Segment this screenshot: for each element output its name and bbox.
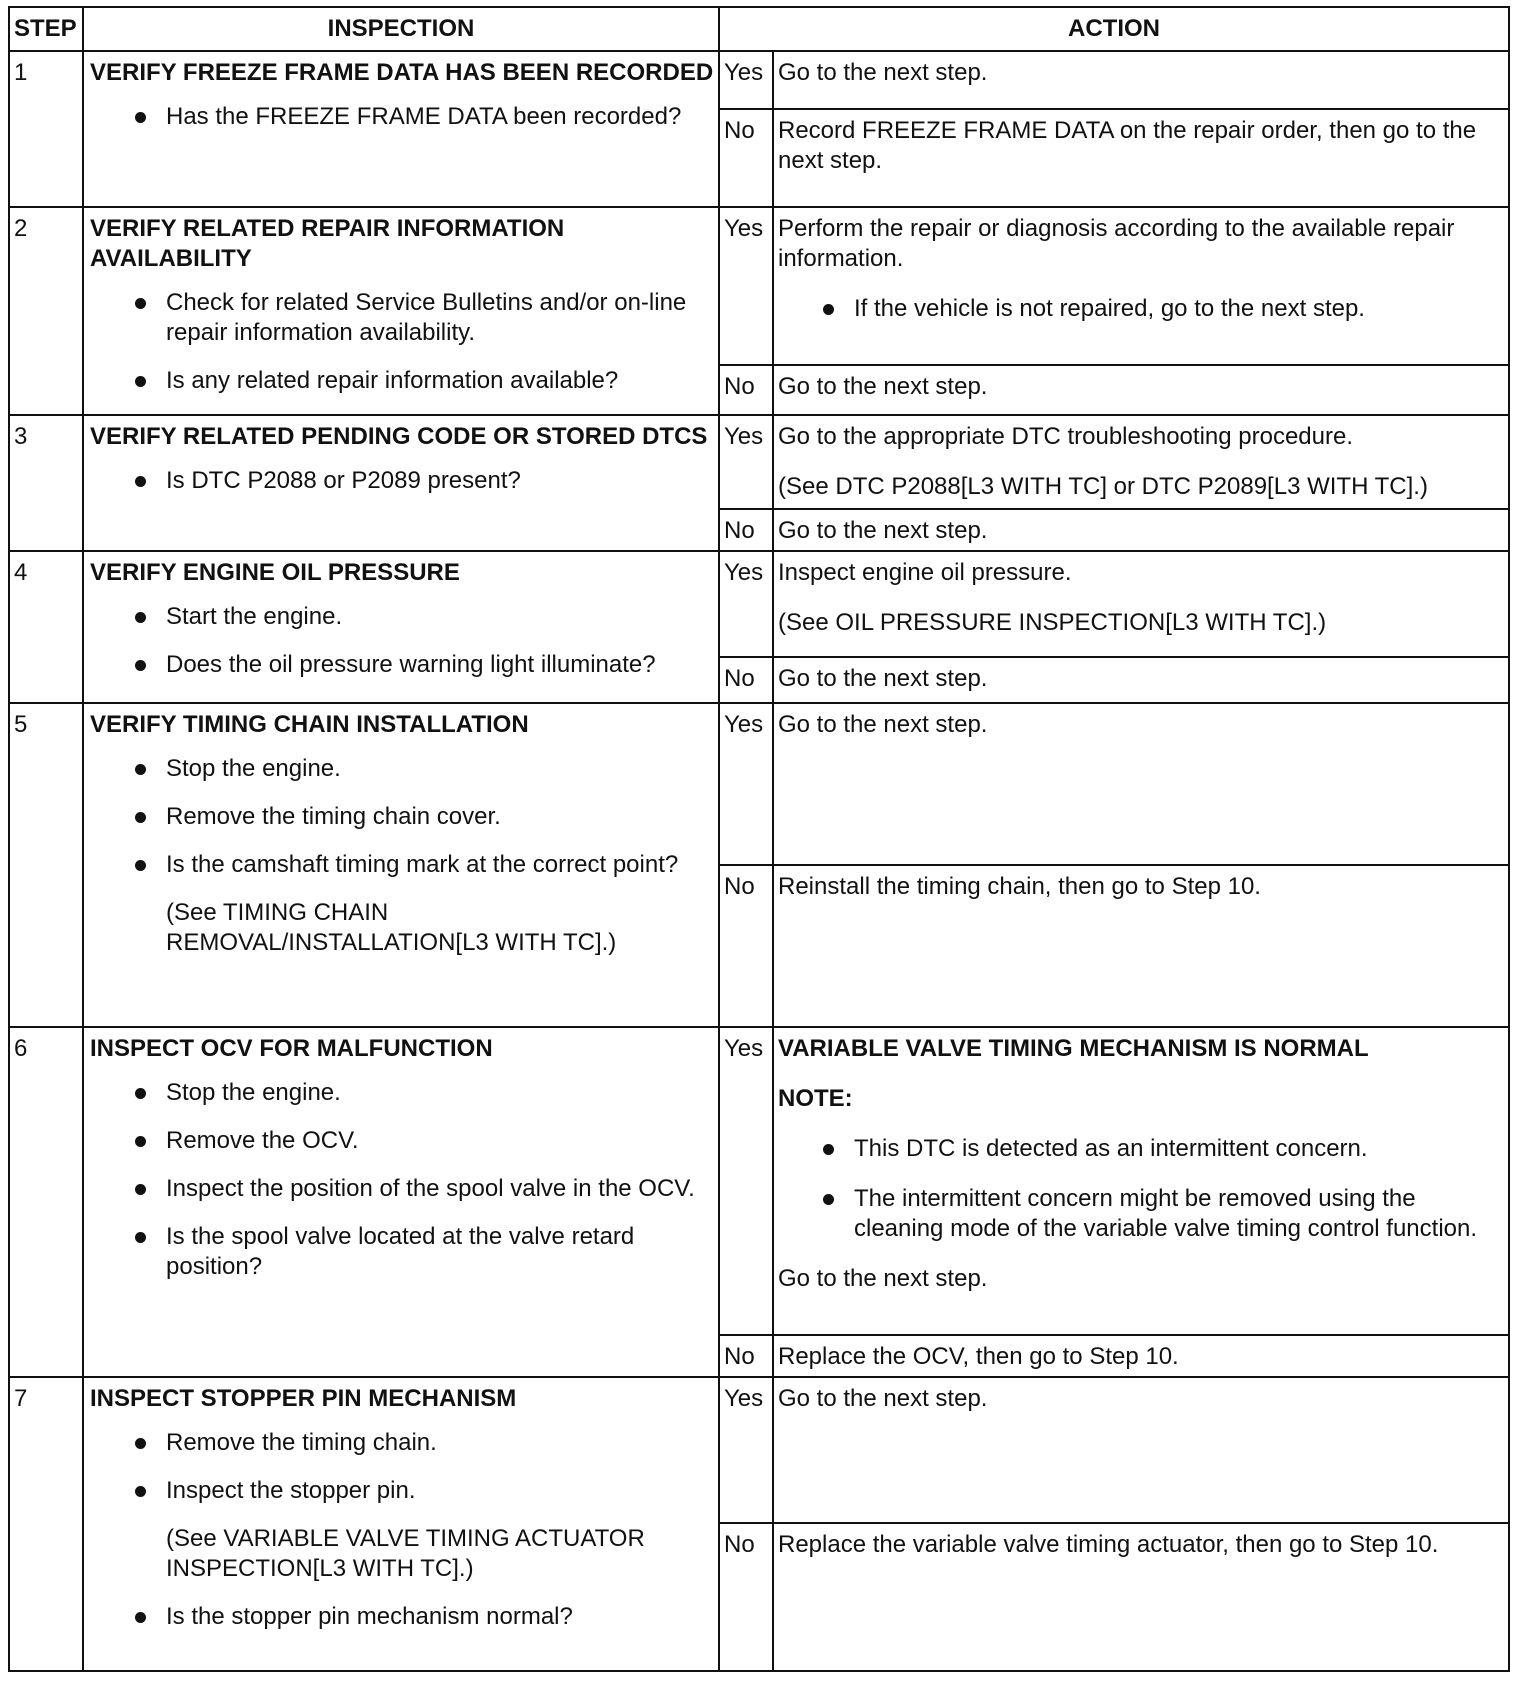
action-text: Go to the next step.	[778, 59, 988, 86]
no-label: No	[719, 1335, 773, 1377]
step-number: 3	[9, 415, 83, 551]
header-row	[9, 7, 1509, 51]
action-text: Replace the variable valve timing actuator, then go to Step 10.	[778, 1531, 1439, 1558]
diagnostic-procedure-table	[8, 6, 1510, 1672]
step-4-row	[9, 551, 1509, 657]
action-heading: VARIABLE VALVE TIMING MECHANISM IS NORMAL	[778, 1035, 1369, 1062]
inspection-item: Check for related Service Bulletins and/or on-line repair information availability.	[166, 288, 714, 348]
inspection-reference: (See VARIABLE VALVE TIMING ACTUATOR INSPECTION[L3 WITH TC].)	[166, 1525, 645, 1582]
action-bullet: If the vehicle is not repaired, go to the next step.	[854, 294, 1504, 324]
action-text: Go to the next step.	[778, 665, 988, 692]
yes-label: Yes	[719, 1377, 773, 1523]
no-label: No	[719, 657, 773, 703]
step-number: 2	[9, 207, 83, 415]
action-reference: (See OIL PRESSURE INSPECTION[L3 WITH TC].)	[778, 609, 1327, 636]
yes-label: Yes	[719, 703, 773, 865]
step-number: 6	[9, 1027, 83, 1377]
action-reference: (See DTC P2088[L3 WITH TC] or DTC P2089[L3 WITH TC].)	[778, 473, 1428, 500]
step-title: INSPECT OCV FOR MALFUNCTION	[90, 1035, 493, 1062]
step-5-row	[9, 703, 1509, 865]
step-title: VERIFY RELATED PENDING CODE OR STORED DTCS	[90, 423, 708, 450]
step-title: VERIFY RELATED REPAIR INFORMATION AVAILABILITY	[90, 215, 565, 272]
inspection-cell	[83, 1027, 719, 1377]
action-text: Inspect engine oil pressure.	[778, 559, 1072, 586]
inspection-cell	[83, 415, 719, 551]
step-title: VERIFY FREEZE FRAME DATA HAS BEEN RECORDED	[90, 59, 714, 86]
header-step: STEP	[9, 7, 83, 51]
step-number: 7	[9, 1377, 83, 1671]
yes-action	[773, 703, 1509, 865]
step-number: 4	[9, 551, 83, 703]
note-bullet: The intermittent concern might be removed using the cleaning mode of the variable valve timing control function.	[854, 1184, 1504, 1244]
inspection-item: Is the stopper pin mechanism normal?	[166, 1602, 714, 1632]
no-label: No	[719, 865, 773, 1027]
note-label: NOTE:	[778, 1085, 853, 1112]
no-action	[773, 657, 1509, 703]
step-3-row	[9, 415, 1509, 509]
inspection-item: Is DTC P2088 or P2089 present?	[166, 466, 714, 496]
step-title: VERIFY ENGINE OIL PRESSURE	[90, 559, 460, 586]
no-action	[773, 365, 1509, 415]
no-action	[773, 1523, 1509, 1671]
yes-action	[773, 1377, 1509, 1523]
inspection-cell	[83, 1377, 719, 1671]
yes-label: Yes	[719, 415, 773, 509]
no-action	[773, 1335, 1509, 1377]
inspection-cell	[83, 207, 719, 415]
yes-action	[773, 207, 1509, 365]
inspection-item: Does the oil pressure warning light illuminate?	[166, 650, 714, 680]
inspection-cell	[83, 703, 719, 1027]
no-action	[773, 109, 1509, 207]
no-label: No	[719, 1523, 773, 1671]
inspection-item: Is the camshaft timing mark at the correct point?	[166, 850, 714, 880]
header-inspection: INSPECTION	[83, 7, 719, 51]
action-text: Go to the next step.	[778, 373, 988, 400]
step-1-row	[9, 51, 1509, 109]
step-number: 1	[9, 51, 83, 207]
inspection-reference: (See TIMING CHAIN REMOVAL/INSTALLATION[L3 WITH TC].)	[166, 899, 617, 956]
action-text: Reinstall the timing chain, then go to Step 10.	[778, 873, 1261, 900]
inspection-cell	[83, 51, 719, 207]
yes-label: Yes	[719, 51, 773, 109]
yes-label: Yes	[719, 551, 773, 657]
inspection-cell	[83, 551, 719, 703]
inspection-item: Stop the engine.	[166, 1078, 714, 1108]
inspection-item: Remove the OCV.	[166, 1126, 714, 1156]
yes-action	[773, 551, 1509, 657]
action-text: Replace the OCV, then go to Step 10.	[778, 1343, 1179, 1370]
step-title: INSPECT STOPPER PIN MECHANISM	[90, 1385, 517, 1412]
yes-label: Yes	[719, 207, 773, 365]
action-text: Go to the next step.	[778, 711, 988, 738]
inspection-item: Is any related repair information available?	[166, 366, 714, 396]
action-text: Go to the next step.	[778, 517, 988, 544]
action-text: Go to the next step.	[778, 1265, 988, 1292]
action-text: Go to the appropriate DTC troubleshooting procedure.	[778, 423, 1354, 450]
inspection-item: Inspect the position of the spool valve in the OCV.	[166, 1174, 714, 1204]
step-title: VERIFY TIMING CHAIN INSTALLATION	[90, 711, 529, 738]
step-number: 5	[9, 703, 83, 1027]
no-label: No	[719, 365, 773, 415]
inspection-item: Remove the timing chain.	[166, 1428, 714, 1458]
action-text: Record FREEZE FRAME DATA on the repair order, then go to the next step.	[778, 117, 1477, 174]
no-label: No	[719, 509, 773, 551]
yes-label: Yes	[719, 1027, 773, 1335]
header-action: ACTION	[719, 7, 1509, 51]
inspection-item: Remove the timing chain cover.	[166, 802, 714, 832]
inspection-item: Start the engine.	[166, 602, 714, 632]
yes-action	[773, 415, 1509, 509]
inspection-item: Has the FREEZE FRAME DATA been recorded?	[166, 102, 714, 132]
inspection-item: Inspect the stopper pin.	[166, 1476, 714, 1506]
no-action	[773, 509, 1509, 551]
note-bullet: This DTC is detected as an intermittent concern.	[854, 1134, 1504, 1164]
step-2-row	[9, 207, 1509, 365]
inspection-item: Stop the engine.	[166, 754, 714, 784]
action-text: Perform the repair or diagnosis according to the available repair information.	[778, 215, 1455, 272]
no-action	[773, 865, 1509, 1027]
yes-action	[773, 51, 1509, 109]
step-7-row	[9, 1377, 1509, 1523]
action-text: Go to the next step.	[778, 1385, 988, 1412]
yes-action	[773, 1027, 1509, 1335]
step-6-row	[9, 1027, 1509, 1335]
no-label: No	[719, 109, 773, 207]
inspection-item: Is the spool valve located at the valve retard position?	[166, 1222, 714, 1282]
